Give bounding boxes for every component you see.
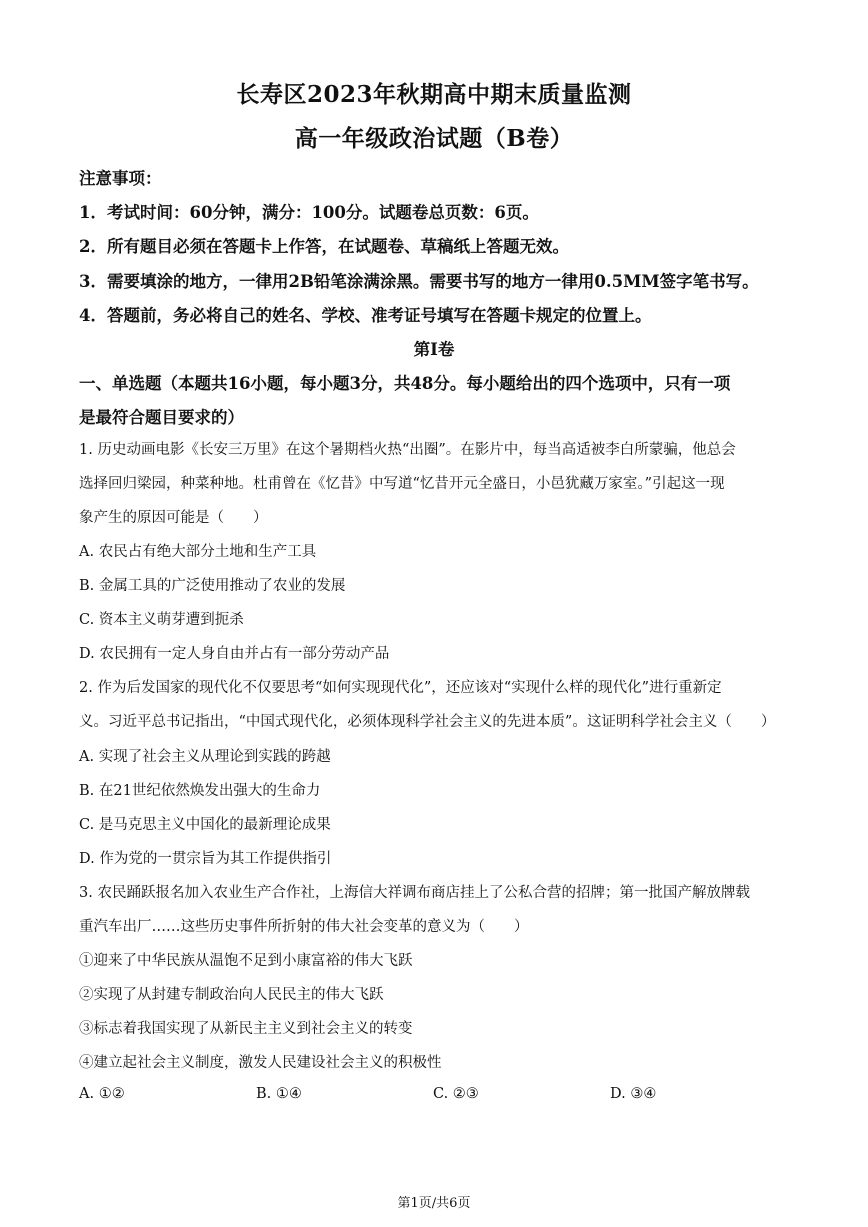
- notice-item: 3．需要填涂的地方，一律用2B铅笔涂满涂黑。需要书写的地方一律用0.5MM签字笔书写。: [79, 272, 759, 291]
- question-stem: 选择回归梁园，种菜种地。杜甫曾在《忆昔》中写道“忆昔开元全盛日，小邑犹藏万家室。”引起这一现: [79, 476, 725, 492]
- question-stem: 重汽车出厂……这些历史事件所折射的伟大社会变革的意义为（ ）: [79, 919, 529, 935]
- answer-option: B. 金属工具的广泛使用推动了农业的发展: [79, 578, 346, 594]
- answer-option: D. ③④: [610, 1086, 657, 1102]
- page-number: 第1页/共6页: [397, 1196, 471, 1211]
- volume-label: 第I卷: [413, 340, 455, 359]
- answer-option: B. 在21世纪依然焕发出强大的生命力: [79, 783, 321, 799]
- answer-option: C. ②③: [433, 1086, 479, 1102]
- notice-item: 1．考试时间：60分钟，满分：100分。试题卷总页数：6页。: [79, 203, 539, 222]
- answer-option: D. 作为党的一贯宗旨为其工作提供指引: [79, 851, 332, 867]
- statement-item: ②实现了从封建专制政治向人民民主的伟大飞跃: [79, 987, 384, 1003]
- answer-option: C. 是马克思主义中国化的最新理论成果: [79, 817, 331, 833]
- answer-option: B. ①④: [256, 1086, 302, 1102]
- answer-option: C. 资本主义萌芽遭到扼杀: [79, 612, 244, 628]
- exam-subtitle: 高一年级政治试题（B卷）: [294, 125, 574, 152]
- statement-item: ③标志着我国实现了从新民主主义到社会主义的转变: [79, 1021, 413, 1037]
- notice-heading: 注意事项：: [79, 169, 162, 188]
- question-stem: 2. 作为后发国家的现代化不仅要思考“如何实现现代化”，还应该对“实现什么样的现代化”进行重新定: [79, 680, 722, 696]
- question-stem: 象产生的原因可能是（ ）: [79, 510, 268, 526]
- part-heading: 一、单选题（本题共16小题，每小题3分，共48分。每小题给出的四个选项中，只有一项: [79, 374, 731, 393]
- notice-item: 4．答题前，务必将自己的姓名、学校、准考证号填写在答题卡规定的位置上。: [79, 306, 652, 325]
- notice-item: 2．所有题目必须在答题卡上作答，在试题卷、草稿纸上答题无效。: [79, 237, 569, 256]
- statement-item: ④建立起社会主义制度，激发人民建设社会主义的积极性: [79, 1055, 442, 1071]
- exam-title: 长寿区2023年秋期高中期末质量监测: [236, 81, 632, 108]
- statement-item: ①迎来了中华民族从温饱不足到小康富裕的伟大飞跃: [79, 953, 413, 969]
- question-stem: 3. 农民踊跃报名加入农业生产合作社，上海信大祥调布商店挂上了公私合营的招牌；第一批国产解放牌载: [79, 885, 750, 901]
- answer-option: A. ①②: [79, 1086, 125, 1102]
- answer-option: A. 实现了社会主义从理论到实践的跨越: [79, 749, 331, 765]
- part-heading: 是最符合题目要求的）: [79, 408, 244, 427]
- question-stem: 1. 历史动画电影《长安三万里》在这个暑期档火热“出圈”。在影片中，每当高适被李白所蒙骗，他总会: [79, 442, 736, 458]
- answer-option: D. 农民拥有一定人身自由并占有一部分劳动产品: [79, 646, 390, 662]
- answer-option: A. 农民占有绝大部分土地和生产工具: [79, 544, 317, 560]
- question-stem: 义。习近平总书记指出，“中国式现代化，必须体现科学社会主义的先进本质”。这证明科学社会主义（ ）: [79, 714, 776, 730]
